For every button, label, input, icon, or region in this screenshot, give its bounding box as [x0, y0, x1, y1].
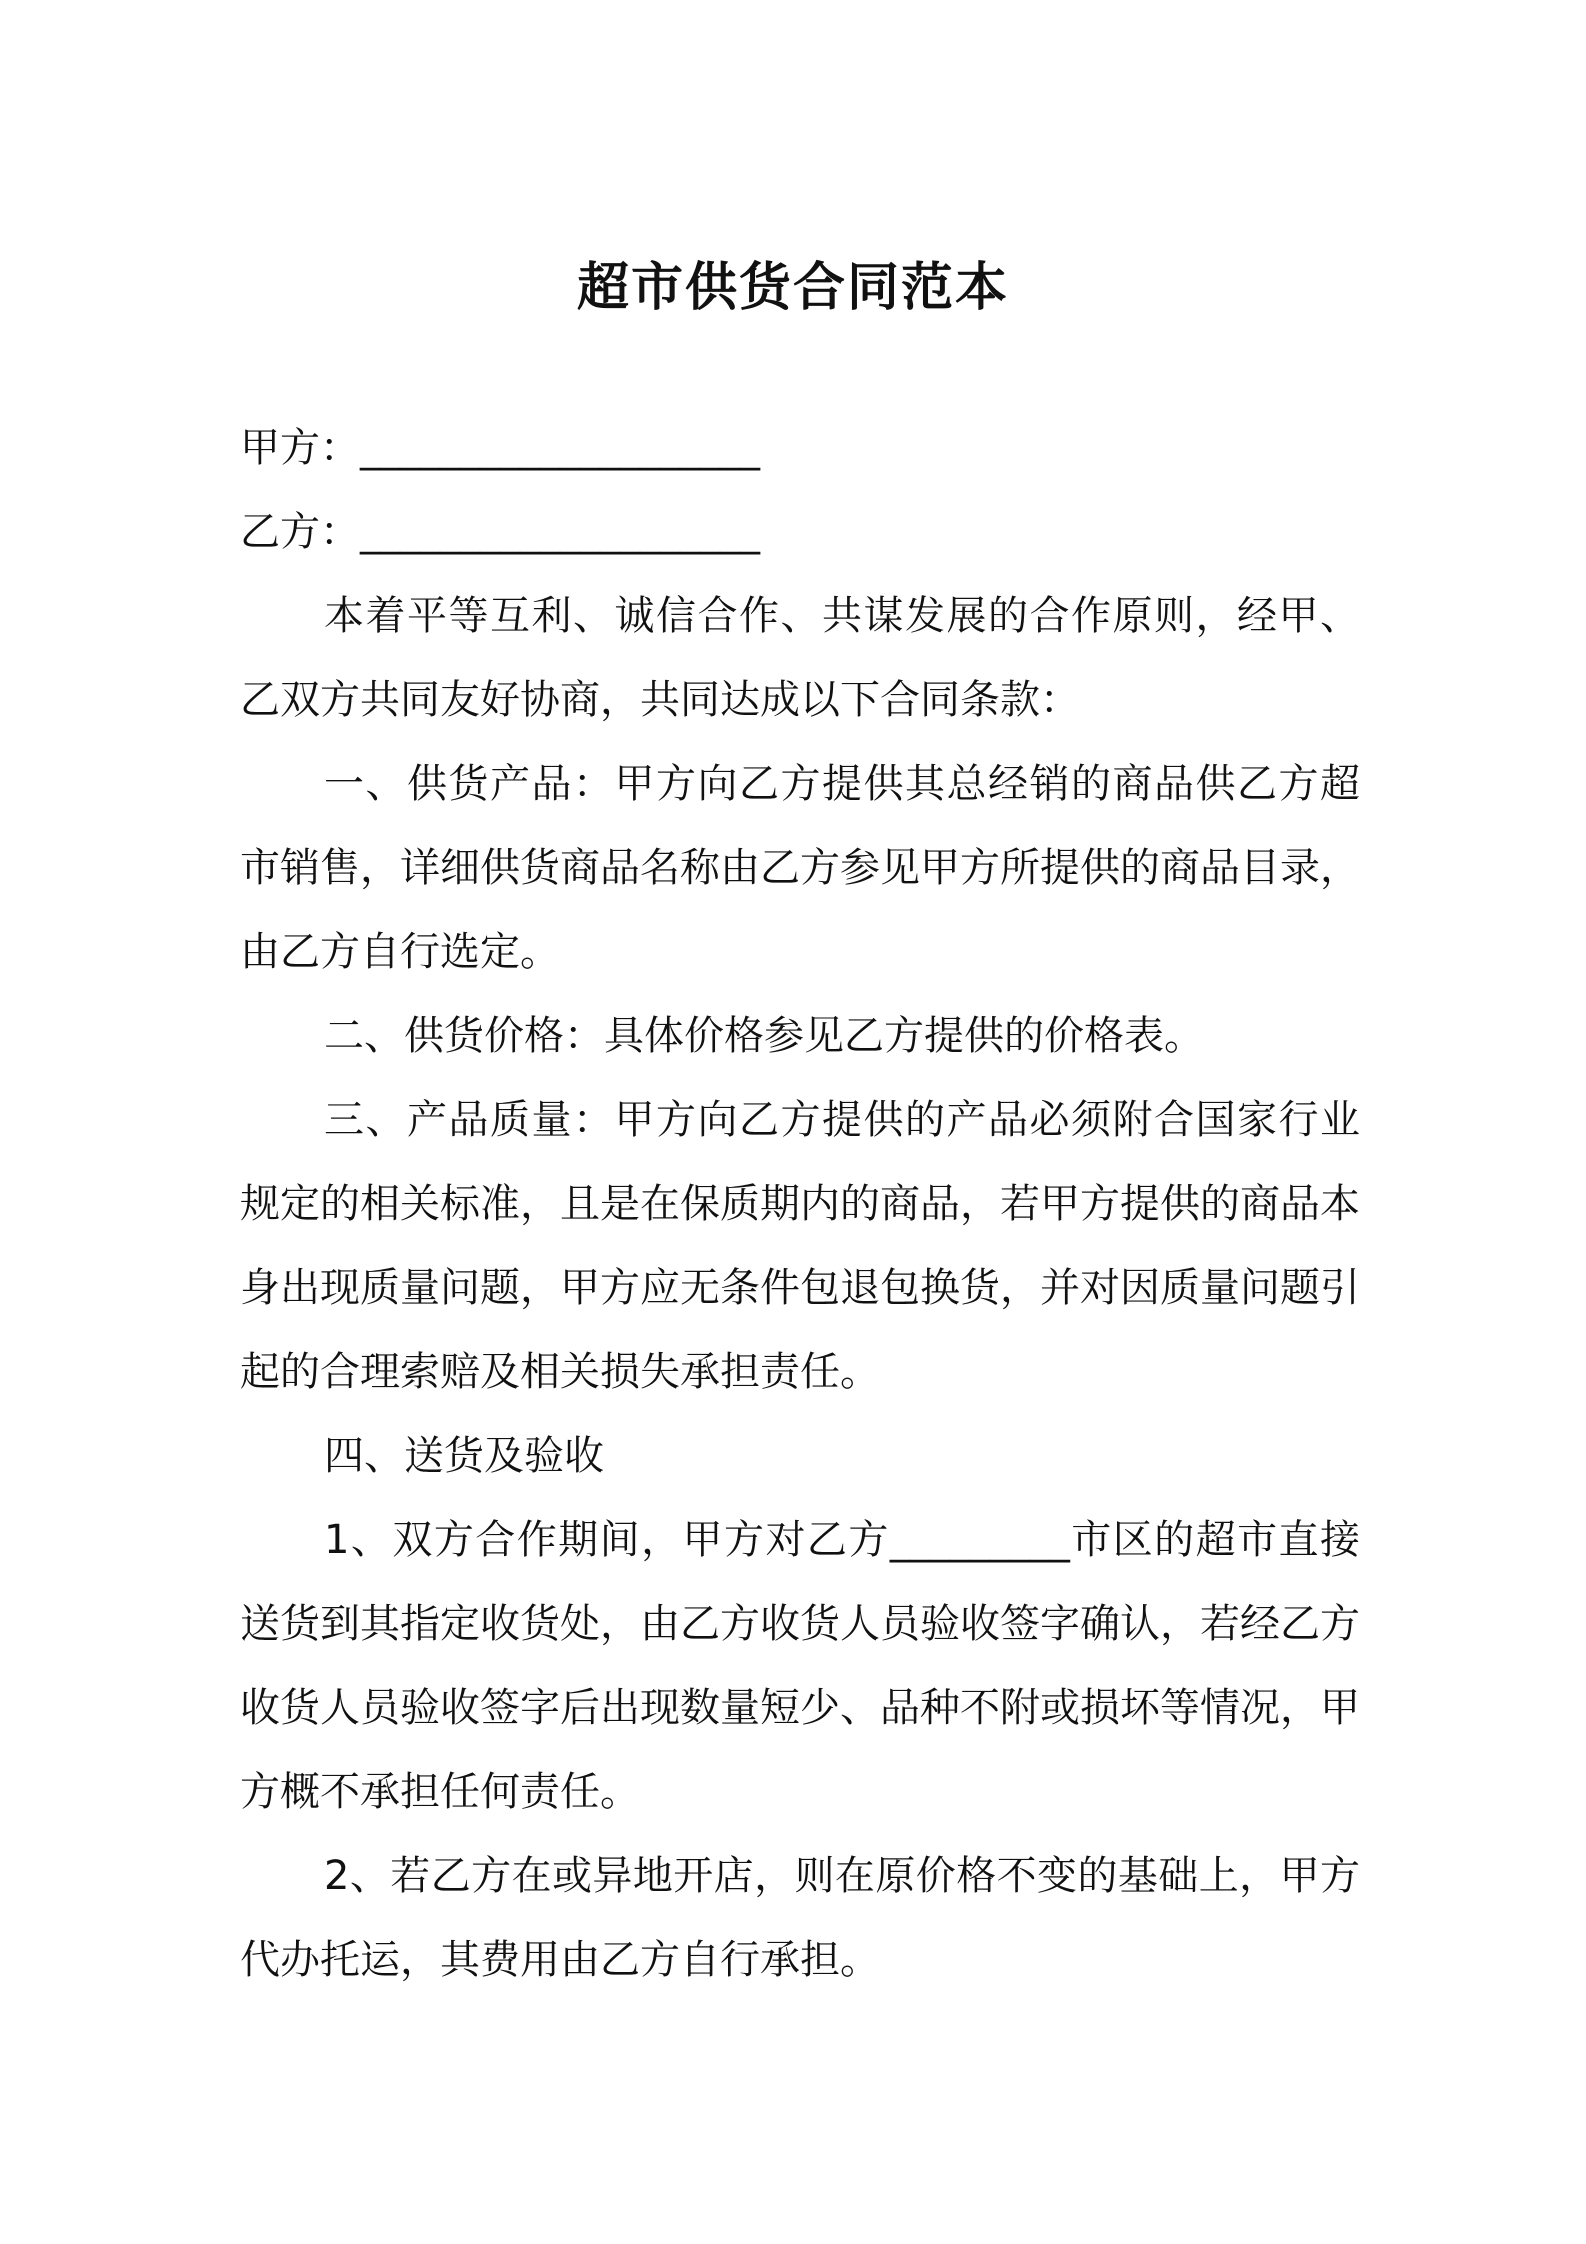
- paragraph-preamble: 本着平等互利、诚信合作、共谋发展的合作原则，经甲、乙双方共同友好协商，共同达成以下合同条款：: [240, 593, 1360, 723]
- party-b-blank: ____________________: [360, 509, 760, 555]
- paragraph-supply-products: 一、供货产品：甲方向乙方提供其总经销的商品供乙方超市销售，详细供货商品名称由乙方参见甲方所提供的商品目录，由乙方自行选定。: [240, 761, 1360, 975]
- party-a-line: [240, 406, 1360, 490]
- party-a-label: 甲方：: [240, 425, 360, 471]
- document-title: 超市供货合同范本: [576, 258, 1009, 318]
- paragraph-delivery-clause-2: 2、若乙方在或异地开店，则在原价格不变的基础上，甲方代办托运，其费用由乙方自行承担。: [240, 1853, 1360, 1983]
- paragraph-delivery-clause-1: 1、双方合作期间，甲方对乙方_________市区的超市直接送货到其指定收货处，由乙方收货人员验收签字确认，若经乙方收货人员验收签字后出现数量短少、品种不附或损坏等情况，甲方概不承担任何责任。: [240, 1517, 1360, 1815]
- paragraph-supply-price: 二、供货价格：具体价格参见乙方提供的价格表。: [324, 1013, 1204, 1059]
- heading-delivery-acceptance: 四、送货及验收: [324, 1433, 604, 1479]
- party-a-blank: ____________________: [360, 425, 760, 471]
- document-body: [240, 406, 1360, 2002]
- party-b-line: [240, 490, 1360, 574]
- paragraph-product-quality: 三、产品质量：甲方向乙方提供的产品必须附合国家行业规定的相关标准，且是在保质期内的商品，若甲方提供的商品本身出现质量问题，甲方应无条件包退包换货，并对因质量问题引起的合理索赔及相关损失承担责任。: [240, 1097, 1360, 1395]
- party-b-label: 乙方：: [240, 509, 360, 555]
